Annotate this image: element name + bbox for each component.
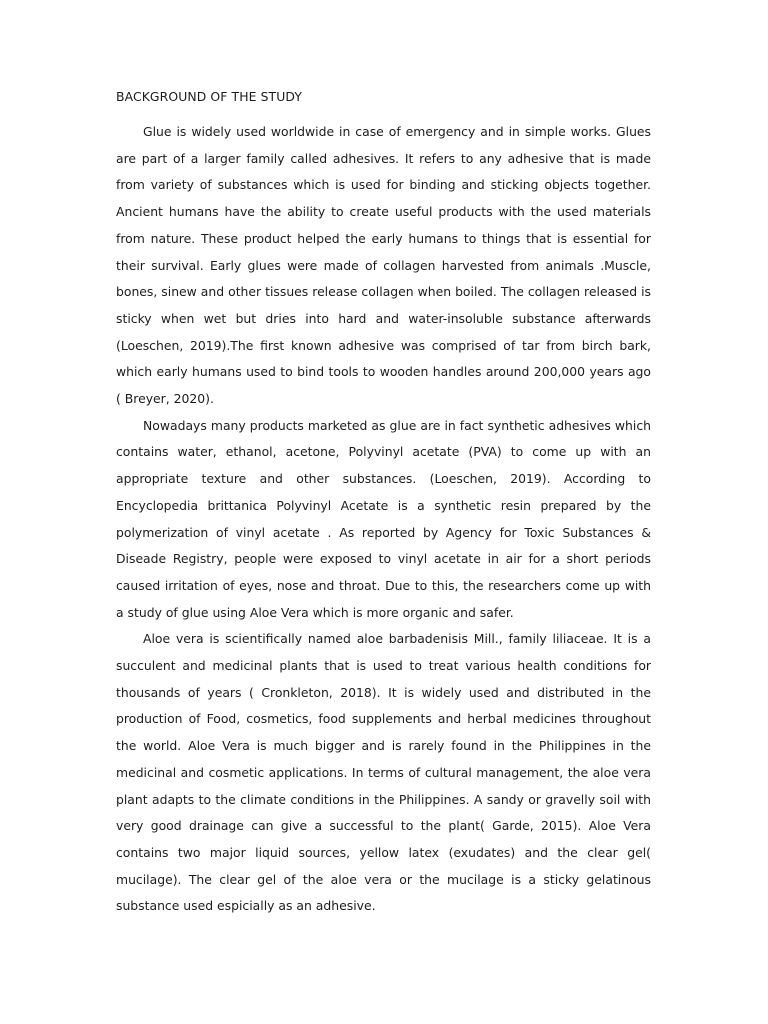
paragraph-aloe-vera: Aloe vera is scientifically named aloe barbadenisis Mill., family liliaceae. It is a succulent and medicinal plants that is used to treat various health conditions for thousands of years ( Cronkleton, 2018). It is widely used and distributed in the production of Food, cosmetics, food supplements and herbal medicines throughout the world. Aloe Vera is much bigger and is rarely found in the Philippines in the medicinal and cosmetic applications. In terms of cultural management, the aloe vera plant adapts to the climate conditions in the Philippines. A sandy or gravelly soil with very good drainage can give a successful to the plant( Garde, 2015). Aloe Vera contains two major liquid sources, yellow latex (exudates) and the clear gel( mucilage). The clear gel of the aloe vera or the mucilage is a sticky gelatinous substance used espicially as an adhesive. xyxy=(116,631,651,914)
paragraph-glue-history: Glue is widely used worldwide in case of emergency and in simple works. Glues are part of a larger family called adhesives. It refers to any adhesive that is made from variety of substances which is used for binding and sticking objects together. Ancient humans have the ability to create useful products with the used materials from nature. These product helped the early humans to things that is essential for their survival. Early glues were made of collagen harvested from animals .Muscle, bones, sinew and other tissues release collagen when boiled. The collagen released is sticky when wet but dries into hard and water-insoluble substance afterwards (Loeschen, 2019).The first known adhesive was comprised of tar from birch bark, which early humans used to bind tools to wooden handles around 200,000 years ago ( Breyer, 2020). xyxy=(116,124,651,407)
paragraph-synthetic-adhesives: Nowadays many products marketed as glue are in fact synthetic adhesives which contains water, ethanol, acetone, Polyvinyl acetate (PVA) to come up with an appropriate texture and other substances. (Loeschen, 2019). According to Encyclopedia brittanica Polyvinyl Acetate is a synthetic resin prepared by the polymerization of vinyl acetate . As reported by Agency for Toxic Substances & Diseade Registry, people were exposed to vinyl acetate in air for a short periods caused irritation of eyes, nose and throat. Due to this, the researchers come up with a study of glue using Aloe Vera which is more organic and safer. xyxy=(116,417,651,620)
document-body xyxy=(116,86,651,920)
section-heading: BACKGROUND OF THE STUDY xyxy=(116,89,303,104)
